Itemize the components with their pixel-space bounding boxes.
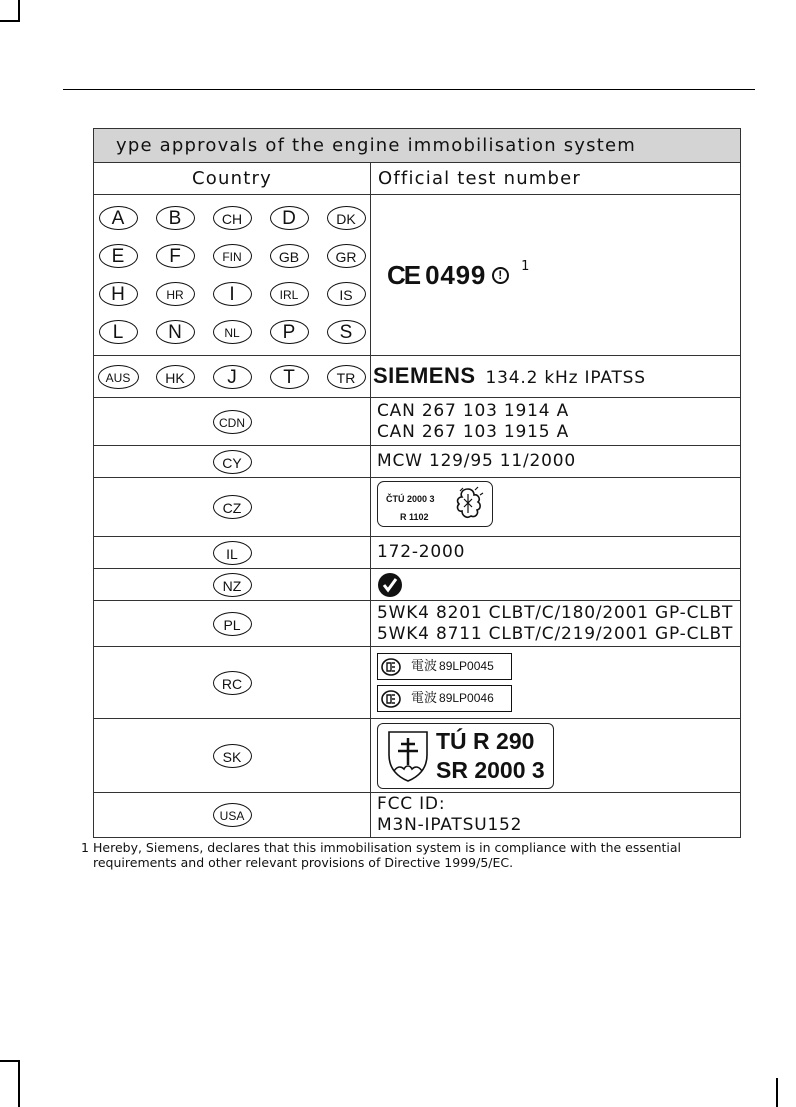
country-badge: T [270, 365, 309, 389]
test-number-line: 5WK4 8201 CLBT/C/180/2001 GP-CLBT [377, 602, 734, 623]
test-number-cell [371, 719, 741, 793]
type-approvals-table [93, 128, 741, 838]
test-number-line: CAN 267 103 1914 A [377, 400, 570, 421]
slovak-shield-icon [386, 729, 430, 783]
country-badge: NL [213, 320, 252, 344]
country-badge: CDN [213, 410, 252, 434]
test-number-line: M3N-IPATSU152 [377, 815, 523, 835]
rc-glyph: 電波 [411, 659, 438, 674]
rc-emblem-icon [381, 658, 401, 676]
test-number-cell [371, 537, 741, 569]
country-badge: S [327, 320, 366, 344]
rc-approval-label [377, 685, 512, 712]
country-badge: L [99, 320, 138, 344]
rc-emblem-icon [381, 690, 401, 708]
country-badge: F [156, 244, 195, 268]
ctu-line1: ČTÚ 2000 3 [386, 494, 435, 504]
crop-mark [0, 1060, 20, 1062]
header-rule [63, 89, 755, 90]
country-badge: J [213, 365, 252, 389]
crop-mark [776, 1078, 778, 1107]
ctu-approval-stamp [377, 481, 493, 527]
rc-glyph: 電波 [411, 691, 438, 706]
test-number-header: Official test number [371, 163, 741, 195]
test-number-line: FCC ID: [377, 794, 446, 814]
test-number-line: CAN 267 103 1915 A [377, 421, 570, 442]
test-number-line: MCW 129/95 11/2000 [377, 451, 576, 471]
country-badge: TR [327, 365, 366, 389]
country-badge: P [270, 320, 309, 344]
country-badge: SK [213, 744, 252, 768]
footnote [81, 840, 733, 870]
country-badge: HR [156, 282, 195, 306]
c-tick-icon [377, 572, 403, 598]
footnote-number: 1 [81, 840, 89, 855]
country-badge: B [156, 206, 195, 230]
test-number-cell [371, 478, 741, 537]
country-badge: PL [213, 612, 252, 636]
country-badge: USA [213, 803, 252, 827]
alert-circle-icon: ! [492, 267, 509, 284]
crop-mark [18, 0, 20, 22]
country-badge: D [270, 206, 309, 230]
country-badge: RC [213, 671, 252, 695]
test-number-cell [371, 647, 741, 719]
test-number-cell [371, 793, 741, 838]
footnote-ref: 1 [521, 258, 531, 274]
siemens-cell [371, 356, 741, 398]
ce-approval-cell [371, 195, 741, 356]
rc-code: 89LP0045 [439, 659, 494, 673]
country-header: Country [94, 163, 371, 195]
country-group-eu [94, 195, 371, 356]
crop-mark [0, 20, 20, 22]
test-number-line: 172-2000 [377, 542, 466, 562]
country-group-siemens [94, 356, 371, 398]
country-badge: I [213, 282, 252, 306]
sk-approval-stamp [377, 723, 554, 789]
country-badge: A [99, 206, 138, 230]
country-badge: HK [156, 365, 195, 389]
country-badge: IS [327, 282, 366, 306]
country-badge: E [99, 244, 138, 268]
country-badge: IRL [270, 282, 309, 306]
crop-mark [18, 1060, 20, 1107]
country-badge: DK [327, 206, 366, 230]
country-badge: H [99, 282, 138, 306]
country-badge: AUS [98, 365, 139, 389]
country-badge: FIN [213, 244, 252, 268]
country-badge: IL [213, 541, 252, 565]
footnote-text: Hereby, Siemens, declares that this immobilisation system is in compliance with the essential requirements and other relevant provisions of Directive 1999/5/EC. [93, 840, 682, 870]
ctu-line2: R 1102 [400, 512, 429, 522]
test-number-cell [371, 601, 741, 647]
rc-code: 89LP0046 [439, 691, 494, 705]
country-badge: GB [270, 244, 309, 268]
country-badge: CY [213, 450, 252, 474]
test-number-cell [371, 569, 741, 601]
rc-approval-label [377, 653, 512, 680]
country-badge: CH [213, 206, 252, 230]
table-title: ype approvals of the engine immobilisation system [94, 129, 741, 163]
test-number-cell [371, 446, 741, 478]
country-badge: CZ [213, 495, 252, 519]
sk-line1: TÚ R 290 [436, 727, 535, 754]
sk-line2: SR 2000 3 [436, 756, 545, 783]
country-badge: GR [327, 244, 366, 268]
test-number-line: 5WK4 8711 CLBT/C/219/2001 GP-CLBT [377, 623, 734, 644]
country-badge: N [156, 320, 195, 344]
ce-number: 0499 [425, 259, 487, 290]
czech-lion-icon [448, 485, 488, 523]
siemens-logo: SIEMENS [373, 362, 476, 388]
country-badge: NZ [213, 573, 252, 597]
test-number-cell [371, 398, 741, 446]
ce-mark-icon: CE [387, 259, 420, 290]
siemens-test-number: 134.2 kHz IPATSS [485, 367, 646, 388]
